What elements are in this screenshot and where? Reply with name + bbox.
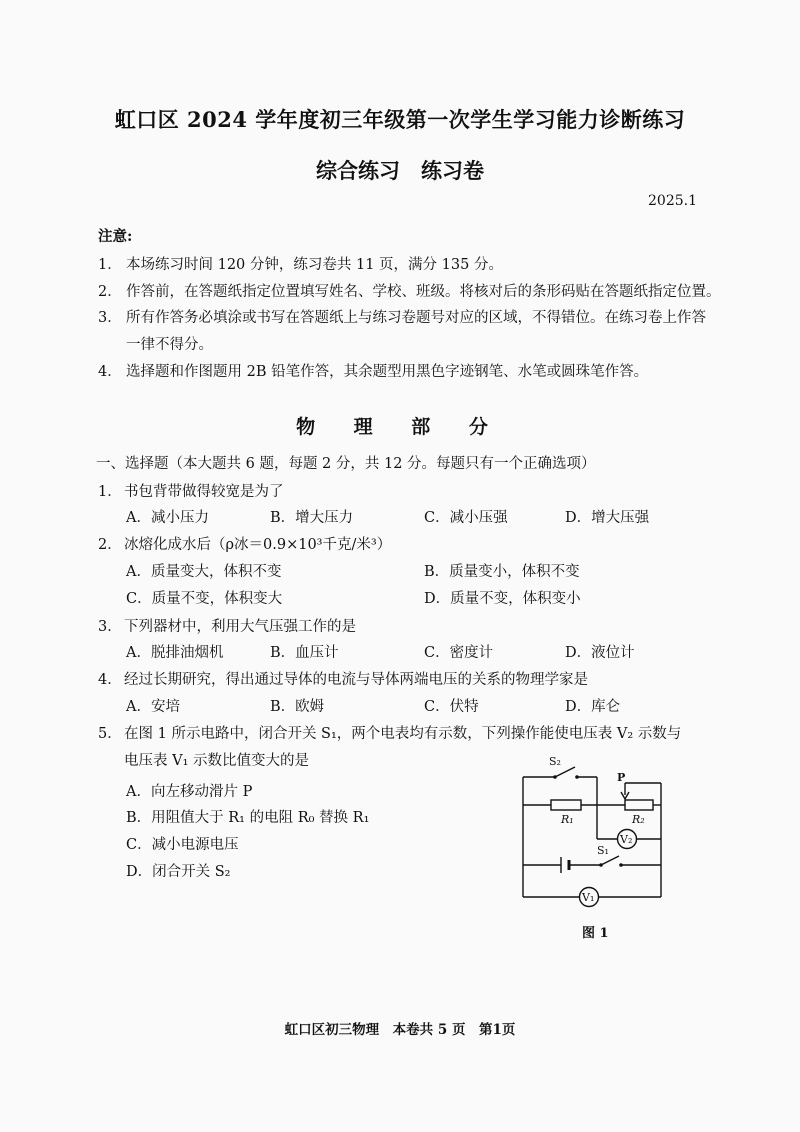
label-p: P [617, 771, 626, 784]
q2-option-b: B．质量变小，体积不变 [424, 564, 580, 580]
q1-option-b: B．增大压力 [270, 510, 354, 526]
q3-option-b: B．血压计 [270, 645, 339, 661]
notice-text-4: 选择题和作图题用 2B 铅笔作答，其余题型用黑色字迹钢笔、水笔或圆珠笔作答。 [126, 364, 649, 380]
q3-option-a: A．脱排油烟机 [126, 645, 224, 661]
q5-stem: 在图 1 所示电路中，闭合开关 S₁，两个电表均有示数，下列操作能使电压表 V₂ 示数与 [124, 726, 682, 742]
q4-stem: 经过长期研究，得出通过导体的电流与导体两端电压的关系的物理学家是 [124, 672, 588, 688]
q5-option-a: A．向左移动滑片 P [126, 784, 253, 800]
notice-num-3: 3． [98, 310, 122, 326]
q1-option-a: A．减小压力 [126, 510, 209, 526]
q3-stem: 下列器材中，利用大气压强工作的是 [124, 619, 356, 635]
page-title: 虹口区 2024 学年度初三年级第一次学生学习能力诊断练习 [114, 107, 686, 132]
label-r2: R₂ [632, 813, 645, 826]
q1-option-c: C．减小压强 [424, 510, 508, 526]
label-v2: V₂ [620, 833, 633, 846]
q2-stem: 冰熔化成水后（ρ冰＝0.9×10³千克/米³） [124, 537, 392, 553]
label-s1: S₁ [597, 844, 609, 857]
q2-num: 2． [98, 537, 122, 553]
q5-option-b: B．用阻值大于 R₁ 的电阻 R₀ 替换 R₁ [126, 810, 370, 826]
q2-option-d: D．质量不变，体积变小 [424, 591, 581, 607]
q2-option-a: A．质量变大，体积不变 [126, 564, 282, 580]
q3-num: 3． [98, 619, 122, 635]
q5-stem-cont: 电压表 V₁ 示数比值变大的是 [124, 753, 310, 769]
notice-num-1: 1． [98, 257, 122, 273]
q4-option-b: B．欧姆 [270, 699, 325, 715]
q1-num: 1． [98, 484, 122, 500]
q5-num: 5． [98, 726, 122, 742]
page-footer: 虹口区初三物理 本卷共 5 页 第1页 [284, 1022, 516, 1038]
q3-option-c: C．密度计 [424, 645, 494, 661]
q4-option-c: C．伏特 [424, 699, 479, 715]
exam-date: 2025.1 [648, 193, 697, 209]
q5-option-d: D．闭合开关 S₂ [126, 864, 231, 880]
q3-option-d: D．液位计 [565, 645, 635, 661]
notice-heading: 注意: [98, 228, 133, 245]
page-subtitle: 综合练习 练习卷 [316, 158, 484, 183]
label-s2: S₂ [549, 755, 561, 768]
q1-option-d: D．增大压强 [565, 510, 650, 526]
q4-option-a: A．安培 [126, 699, 180, 715]
q4-num: 4． [98, 672, 122, 688]
notice-num-2: 2． [98, 284, 122, 300]
notice-text-2: 作答前，在答题纸指定位置填写姓名、学校、班级。将核对后的条形码贴在答题纸指定位置。 [126, 284, 721, 300]
part1-heading: 一、选择题（本大题共 6 题，每题 2 分，共 12 分。每题只有一个正确选项） [96, 456, 596, 472]
circuit-diagram [515, 755, 675, 920]
q1-stem: 书包背带做得较宽是为了 [124, 484, 284, 500]
q4-option-d: D．库仑 [565, 699, 621, 715]
notice-num-4: 4． [98, 364, 122, 380]
figure-caption: 图 1 [582, 926, 609, 941]
q2-option-c: C．质量不变，体积变大 [126, 591, 283, 607]
label-r1: R₁ [561, 813, 574, 826]
label-v1: V₁ [582, 891, 595, 904]
section-title: 物 理 部 分 [296, 416, 504, 438]
notice-text-1: 本场练习时间 120 分钟，练习卷共 11 页，满分 135 分。 [126, 257, 503, 273]
notice-text-3-cont: 一律不得分。 [126, 337, 213, 353]
q5-option-c: C．减小电源电压 [126, 837, 239, 853]
notice-text-3: 所有作答务必填涂或书写在答题纸上与练习卷题号对应的区域，不得错位。在练习卷上作答 [126, 310, 706, 326]
